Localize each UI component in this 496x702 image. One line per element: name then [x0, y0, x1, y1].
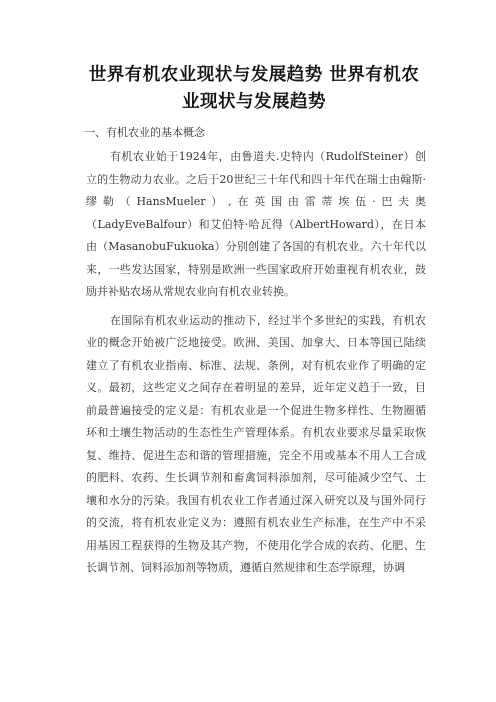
paragraph-definition: 在国际有机农业运动的推动下，经过半个多世纪的实践，有机农业的概念开始被广泛地接受。欧洲、美国、加拿大、日本等国已陆续建立了有机农业指南、标准、法规、条例，对有机农业作了明确的定义。最初，这些定义之间存在着明显的差异，近年定义趋于一致，目前最普遍接受的定义是：有机农业是一个促进生物多样性、生物圈循环和土壤生物活动的生态性生产管理体系。有机农业要求尽量采取恢复、维持、促进生态和谐的管理措施，完全不用或基本不用人工合成的肥料、农药、生长调节剂和畜禽饲料添加剂，尽可能减少空气、土壤和水分的污染。我国有机农业工作者通过深入研究以及与国外同行的交流，将有机农业定义为：遵照有机农业生产标准，在生产中不采用基因工程获得的生物及其产物，不使用化学合成的农药、化肥、生长调节剂、饲料添加剂等物质，遵循自然规律和生态学原理，协调	[86, 313, 426, 574]
paragraph-origin: 有机农业始于1924年，由鲁道夫.史特内（RudolfSteiner）创立的生物动力农业。之后于20世纪三十年代和四十年代在瑞士由翰斯·缪勒（HansMueler）,在英国由雷蒂埃伍·巴夫奥（LadyEveBalfour）和艾伯特·哈瓦得（AlbertHoward），在日本由（MasanobuFukuoka）分别创建了各国的有机农业。六十年代以来，一些发达国家，特别是欧洲一些国家政府开始重视有机农业，鼓励并补贴农场从常规农业向有机农业转换。	[86, 150, 426, 298]
section-heading: 一、有机农业的基本概念	[84, 126, 205, 139]
document-title: 世界有机农业现状与发展趋势 世界有机农业现状与发展趋势	[88, 65, 420, 112]
